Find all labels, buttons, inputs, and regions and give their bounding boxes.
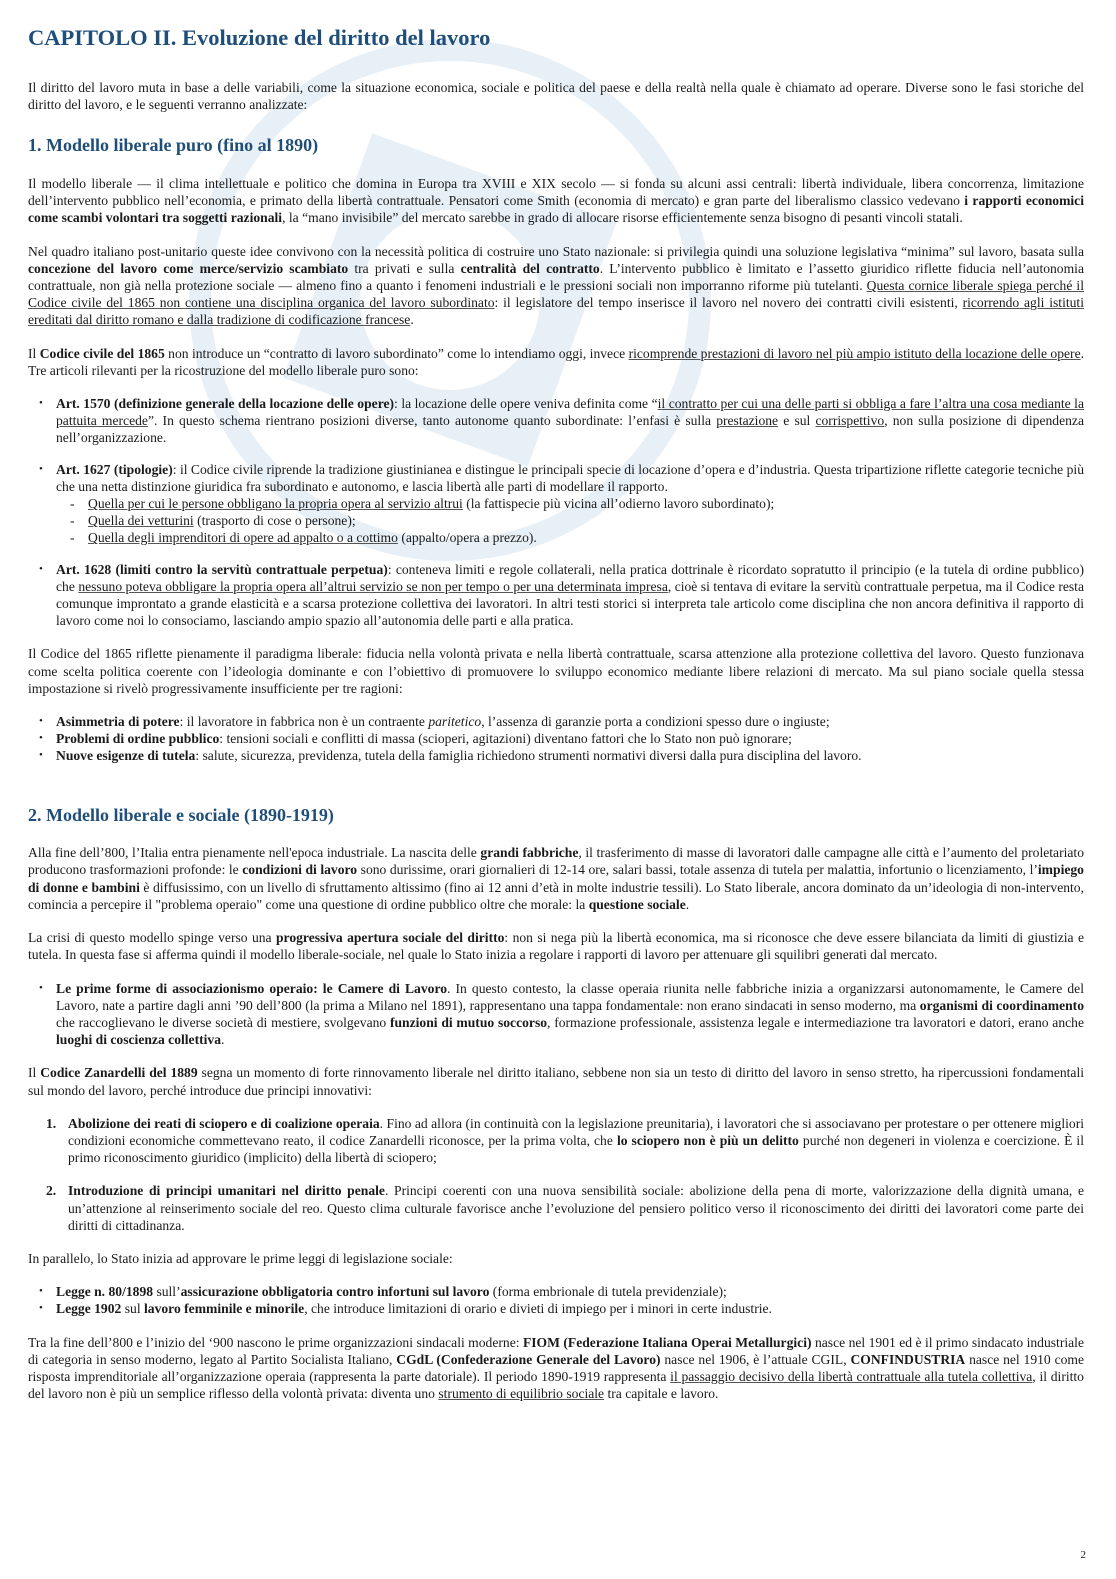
social-laws-list bbox=[28, 1283, 1084, 1317]
chapter-title: CAPITOLO II. Evoluzione del diritto del lavoro bbox=[28, 25, 491, 50]
camere-lavoro-list bbox=[28, 980, 1084, 1049]
article-1570: • Art. 1570 (definizione generale della locazione delle opere): la locazione delle opere veniva definita come “il contratto per cui una delle parti si obbliga a fare l’altra una cosa mediante la pattuita mercede”. In questo schema rientrano posizioni diverse, tanto autonome quanto subordinate: l’enfasi è sulla prestazione e sul corrispettivo, non sulla posizione di dipendenza nell’organizzazione. bbox=[56, 395, 1084, 447]
s2-paragraph-2: La crisi di questo modello spinge verso una progressiva apertura sociale del diritto: non si nega più la libertà economica, ma si riconosce che deve essere bilanciata da limiti di giustizia e tutela. In questa fase si afferma quindi il modello liberale-sociale, nel quale lo Stato inizia a regolare i rapporti di lavoro per attenuare gli squilibri generati dal mercato. bbox=[28, 930, 1084, 963]
article-1627: • Art. 1627 (tipologie): il Codice civile riprende la tradizione giustinianea e distingue le principali specie di locazione d’opera e d’industria. Questa tripartizione riflette categorie tecniche più che una netta distinzione giuridica fra subordinato e autonomo, e lascia libertà alle parti di modellare il rapporto. - Quella per cui le persone obbligano la propria opera al servizio altrui (la fattispecie più vicina all’odierno lavoro subordinato); - Quella dei vetturini (trasporto di cose o persone); - Quella degli imprenditori di opere ad appalto o a cottimo (appalto/opera a prezzo). bbox=[56, 461, 1084, 547]
article-1628: • Art. 1628 (limiti contro la servitù contrattuale perpetua): conteneva limiti e regole collaterali, nella pratica dottrinale è ricordato sopratutto il principio (e la tutela di ordine pubblico) che nessuno poteva obbligare la propria opera all’altrui servizio se non per tempo o per una determinata impresa, cioè si tentava di evitare la servitù contrattuale perpetua, ma il Codice resta comunque improntato a grande elasticità e a scarsa protezione collettiva dei lavoratori. In altri testi storici si interpreta tale articolo come disciplina che non ancora definitiva il rapporto di lavoro come noi lo consociamo, lasciando ampio spazio all’autonomia delle parti e alla pratica. bbox=[56, 561, 1084, 630]
intro-paragraph: Il diritto del lavoro muta in base a delle variabili, come la situazione economica, sociale e politica del paese e della realtà nella quale è chiamato ad operare. Diverse sono le fasi storiche del diritto del lavoro, e le seguenti verranno analizzate: bbox=[28, 80, 1084, 113]
s1-paragraph-4: Il Codice del 1865 riflette pienamente il paradigma liberale: fiducia nella volontà privata e nella libertà contrattuale, scarsa attenzione alla protezione collettiva del lavoro. Questo funzionava come scelta politica coerente con l’ideologia dominante e con l’obiettivo di promuovere lo sviluppo economico mediante libere relazioni di mercato. Ma sul piano sociale quella stessa impostazione si rivelò progressivamente insufficiente per tre ragioni: bbox=[28, 646, 1084, 696]
section-2-heading: 2. Modello liberale e sociale (1890-1919) bbox=[28, 804, 334, 825]
s2-paragraph-1: Alla fine dell’800, l’Italia entra pienamente nell'epoca industriale. La nascita delle grandi fabbriche, il trasferimento di masse di lavoratori dalle campagne alle città e l’aumento del proletariato producono trasformazioni profonde: le condizioni di lavoro sono durissime, orari giornalieri di 12-14 ore, salari bassi, totale assenza di tutela per malattia, infortunio o licenziamento, l’impiego di donne e bambini è diffusissimo, con un livello di sfruttamento altissimo (fino ai 12 anni d’età in molte industrie tessili). Lo Stato liberale, ancora dominato da un’ideologia di non-intervento, comincia a percepire il "problema operaio" come una questione di ordine pubblico oltre che morale: la questione sociale. bbox=[28, 845, 1085, 912]
zanardelli-principles-list bbox=[28, 1115, 1084, 1234]
s2-paragraph-5: Tra la fine dell’800 e l’inizio del ‘900 nascono le prime organizzazioni sindacali moderne: FIOM (Federazione Italiana Operai Metallurgici) nasce nel 1901 ed è il primo sindacato industriale di categoria in senso moderno, legato al Partito Socialista Italiano, CGdL (Confederazione Generale del Lavoro) nasce nel 1906, è l’attuale CGIL, CONFINDUSTRIA nasce nel 1910 come risposta imprenditoriale all’organizzazione operaia (rappresenta la parte datoriale). Il periodo 1890-1919 rappresenta il passaggio decisivo della libertà contrattuale alla tutela collettiva, il diritto del lavoro non è più un semplice riflesso della volontà privata: diventa uno strumento di equilibrio sociale tra capitale e lavoro. bbox=[28, 1334, 1085, 1402]
articles-list bbox=[28, 395, 1084, 629]
s2-paragraph-4: In parallelo, lo Stato inizia ad approvare le prime leggi di legislazione sociale: bbox=[28, 1250, 453, 1266]
list-item: • Problemi di ordine pubblico: tensioni sociali e conflitti di massa (scioperi, agitazioni) diventano fattori che lo Stato non può ignorare; bbox=[56, 730, 1084, 747]
s2-paragraph-3: Il Codice Zanardelli del 1889 segna un momento di forte rinnovamento liberale nel diritto italiano, sebbene non sia un testo di diritto del lavoro in senso stretto, ha ripercussioni fondamentali sul mondo del lavoro, perché introduce due principi innovativi: bbox=[28, 1065, 1085, 1098]
reasons-list bbox=[28, 713, 1084, 765]
list-item: • Legge 1902 sul lavoro femminile e minorile, che introduce limitazioni di orario e divieti di impiego per i minori in certe industrie. bbox=[56, 1300, 1084, 1317]
s1-paragraph-3: Il Codice civile del 1865 non introduce un “contratto di lavoro subordinato” come lo intendiamo oggi, invece ricomprende prestazioni di lavoro nel più ampio istituto della locazione delle opere. Tre articoli rilevanti per la ricostruzione del modello liberale puro sono: bbox=[28, 345, 1085, 378]
list-item: - Quella per cui le persone obbligano la propria opera al servizio altrui (la fattispecie più vicina all’odierno lavoro subordinato); bbox=[88, 495, 1084, 512]
section-1-heading: 1. Modello liberale puro (fino al 1890) bbox=[28, 135, 319, 156]
list-item: • Nuove esigenze di tutela: salute, sicurezza, previdenza, tutela della famiglia richiedono strumenti normativi diversi dalla pura disciplina del lavoro. bbox=[56, 747, 1084, 764]
s1-paragraph-1: Il modello liberale — il clima intellettuale e politico che domina in Europa tra XVIII e XIX secolo — si fonda su alcuni assi centrali: libertà individuale, libera concorrenza, limitazione dell’intervento pubblico nell’economia, e primato della libertà contrattuale. Pensatori come Smith (economia di mercato) e gran parte del liberalismo classico vedevano i rapporti economici come scambi volontari tra soggetti razionali, la “mano invisibile” del mercato sarebbe in grado di allocare risorse efficientemente senza bisogno di pesanti vincoli statali. bbox=[28, 176, 1084, 226]
list-item: 1. Abolizione dei reati di sciopero e di coalizione operaia. Fino ad allora (in continuità con la legislazione preunitaria), i lavoratori che si associavano per protestare o per ottenere migliori condizioni economiche commettevano reato, il codice Zanardelli riconosce, per la prima volta, che lo sciopero non è più un delitto purché non degeneri in violenza e coercizione. È il primo riconoscimento giuridico (implicito) della libertà di sciopero; bbox=[46, 1115, 1084, 1166]
s1-paragraph-2: Nel quadro italiano post-unitario queste idee convivono con la necessità politica di costruire uno Stato nazionale: si privilegia quindi una soluzione legislativa “minima” sul lavoro, basata sulla concezione del lavoro come merce/servizio scambiato tra privati e sulla centralità del contratto. L’intervento pubblico è limitato e l’assetto giuridico riflette fiducia nell’autonomia contrattuale, non già nella protezione sociale — almeno fino a quanto i fenomeni industriali e le pressioni sociali non imporranno riforme più tutelanti. Questa cornice liberale spiega perché il Codice civile del 1865 non contiene una disciplina organica del lavoro subordinato: il legislatore del tempo inserisce il lavoro nel novero dei contratti civili esistenti, ricorrendo agli istituti ereditati dal diritto romano e dalla tradizione di codificazione francese. bbox=[28, 243, 1084, 328]
document-page bbox=[28, 24, 1084, 1418]
page-number: 2 bbox=[1080, 1549, 1086, 1561]
list-item: • Asimmetria di potere: il lavoratore in fabbrica non è un contraente paritetico, l’assenza di garanzie porta a condizioni spesso dure o ingiuste; bbox=[56, 713, 1084, 730]
locazione-types-list bbox=[56, 495, 1084, 547]
list-item: • Le prime forme di associazionismo operaio: le Camere di Lavoro. In questo contesto, la classe operaia riunita nelle fabbriche inizia a organizzarsi autonomamente, le Camere del Lavoro, nate a partire dagli anni ’90 dell’800 (la prima a Milano nel 1891), rappresentano una tappa fondamentale: non erano sindacati in senso moderno, ma organismi di coordinamento che raccoglievano le diverse società di mestiere, svolgevano funzioni di mutuo soccorso, formazione professionale, assistenza legale e intermediazione tra lavoratori e datori, erano anche luoghi di coscienza collettiva. bbox=[56, 980, 1084, 1049]
list-item: 2. Introduzione di principi umanitari nel diritto penale. Principi coerenti con una nuova sensibilità sociale: abolizione della pena di morte, valorizzazione della dignità umana, e un’attenzione al reinserimento sociale del reo. Questo clima culturale favorisce anche l’evoluzione del pensiero politico verso il riconoscimento dei diritti dei lavoratori come parte dei diritti di cittadinanza. bbox=[46, 1183, 1084, 1233]
list-item: - Quella degli imprenditori di opere ad appalto o a cottimo (appalto/opera a prezzo). bbox=[88, 529, 1084, 546]
list-item: - Quella dei vetturini (trasporto di cose o persone); bbox=[88, 512, 1084, 529]
list-item: • Legge n. 80/1898 sull’assicurazione obbligatoria contro infortuni sul lavoro (forma embrionale di tutela previdenziale); bbox=[56, 1283, 1084, 1300]
